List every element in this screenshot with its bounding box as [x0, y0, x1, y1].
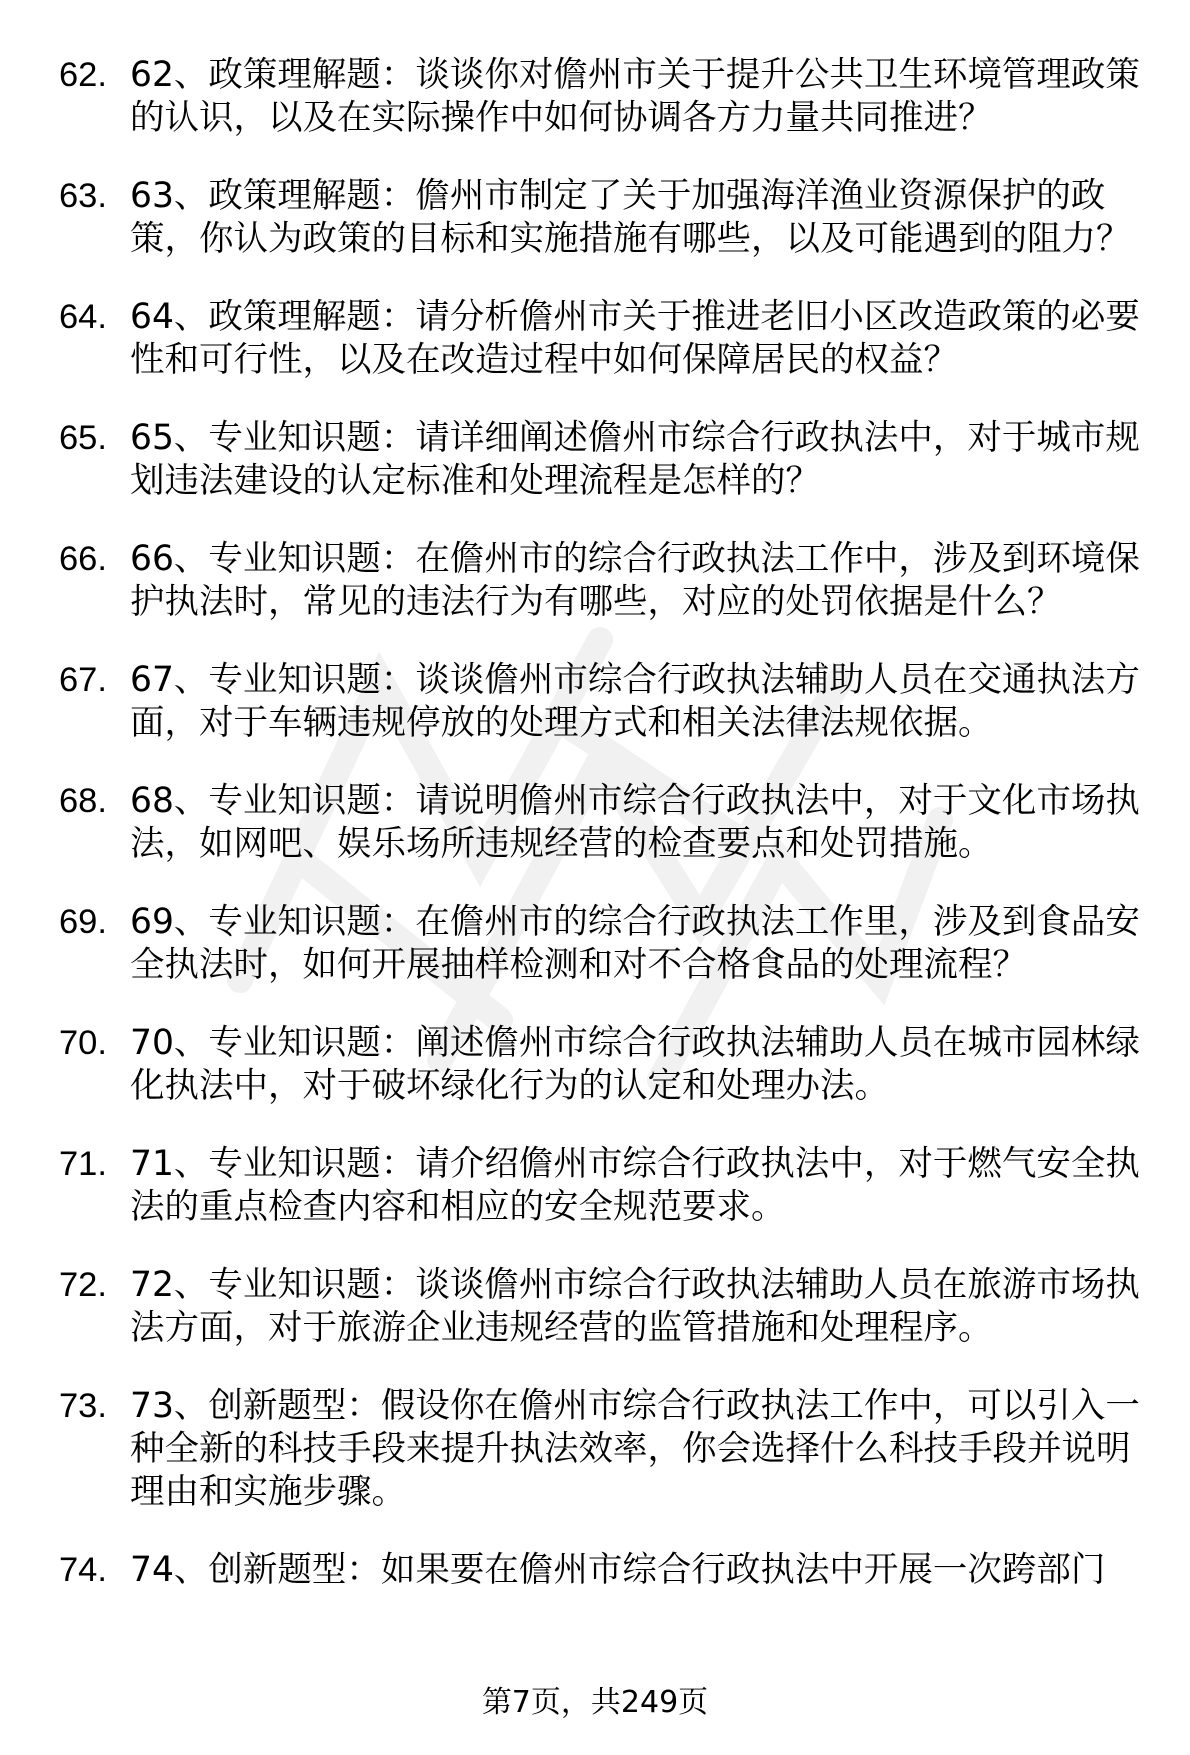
question-item [59, 780, 1159, 866]
question-item [59, 1385, 1159, 1514]
question-text: 64、政策理解题：请分析儋州市关于推进老旧小区改造政策的必要性和可行性，以及在改造过程中如何保障居民的权益？ [130, 297, 1140, 380]
question-number: 62. [59, 56, 107, 94]
question-number: 71. [59, 1145, 107, 1183]
page-footer: 第7页，共249页 [481, 1685, 709, 1720]
question-number: 68. [59, 782, 107, 820]
question-number: 70. [59, 1024, 107, 1062]
question-text: 67、专业知识题：谈谈儋州市综合行政执法辅助人员在交通执法方面，对于车辆违规停放的处理方式和相关法律法规依据。 [130, 660, 1140, 743]
question-number: 74. [59, 1551, 107, 1589]
question-item [59, 538, 1159, 624]
question-item [59, 901, 1159, 987]
question-number: 73. [59, 1387, 107, 1425]
question-number: 65. [59, 419, 107, 457]
question-text: 68、专业知识题：请说明儋州市综合行政执法中，对于文化市场执法，如网吧、娱乐场所违规经营的检查要点和处罚措施。 [130, 781, 1140, 864]
question-item [59, 1143, 1159, 1229]
question-number: 63. [59, 177, 107, 215]
question-item [59, 175, 1159, 261]
question-text: 62、政策理解题：谈谈你对儋州市关于提升公共卫生环境管理政策的认识，以及在实际操作中如何协调各方力量共同推进？ [130, 55, 1140, 138]
question-text: 71、专业知识题：请介绍儋州市综合行政执法中，对于燃气安全执法的重点检查内容和相应的安全规范要求。 [130, 1144, 1140, 1227]
question-number: 72. [59, 1266, 107, 1304]
question-item [59, 659, 1159, 745]
question-item [59, 54, 1159, 140]
question-number: 69. [59, 903, 107, 941]
question-item [59, 417, 1159, 503]
question-number: 64. [59, 298, 107, 336]
question-item [59, 296, 1159, 382]
question-number: 66. [59, 540, 107, 578]
question-text: 69、专业知识题：在儋州市的综合行政执法工作里，涉及到食品安全执法时，如何开展抽样检测和对不合格食品的处理流程？ [130, 902, 1140, 985]
question-list [59, 54, 1159, 1627]
question-text: 63、政策理解题：儋州市制定了关于加强海洋渔业资源保护的政策，你认为政策的目标和实施措施有哪些，以及可能遇到的阻力？ [130, 176, 1131, 259]
question-text: 70、专业知识题：阐述儋州市综合行政执法辅助人员在城市园林绿化执法中，对于破坏绿化行为的认定和处理办法。 [130, 1023, 1140, 1106]
question-item [59, 1264, 1159, 1350]
question-item [59, 1022, 1159, 1108]
question-number: 67. [59, 661, 107, 699]
question-text: 72、专业知识题：谈谈儋州市综合行政执法辅助人员在旅游市场执法方面，对于旅游企业违规经营的监管措施和处理程序。 [130, 1265, 1140, 1348]
question-text: 65、专业知识题：请详细阐述儋州市综合行政执法中，对于城市规划违法建设的认定标准和处理流程是怎样的？ [130, 418, 1140, 501]
question-text: 73、创新题型：假设你在儋州市综合行政执法工作中，可以引入一种全新的科技手段来提升执法效率，你会选择什么科技手段并说明理由和实施步骤。 [130, 1386, 1140, 1512]
question-text: 74、创新题型：如果要在儋州市综合行政执法中开展一次跨部门 [130, 1550, 1106, 1590]
question-item [59, 1549, 1159, 1592]
question-text: 66、专业知识题：在儋州市的综合行政执法工作中，涉及到环境保护执法时，常见的违法行为有哪些，对应的处罚依据是什么？ [130, 539, 1140, 622]
